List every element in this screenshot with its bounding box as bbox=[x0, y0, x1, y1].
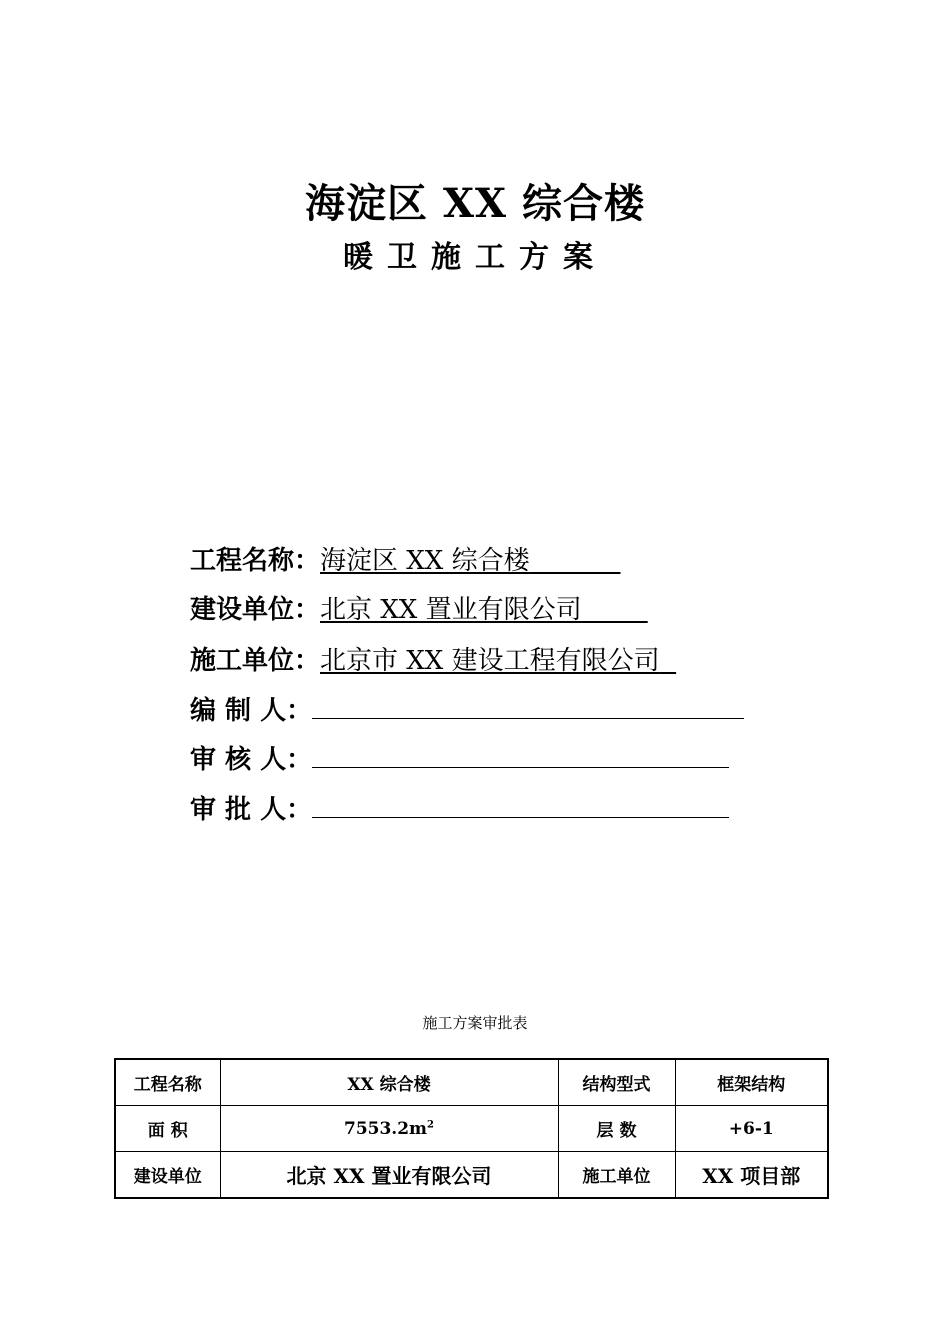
approval-table bbox=[114, 1058, 829, 1199]
area-unit-superscript: 2 bbox=[427, 1118, 435, 1130]
approver-label: 审 批 人： bbox=[190, 795, 313, 825]
area-number: 7553.2m bbox=[343, 1118, 428, 1139]
cell-project-name-value: XX 综合楼 bbox=[220, 1059, 558, 1106]
info-row-client bbox=[190, 595, 648, 625]
reviewer-label: 审 核 人： bbox=[190, 745, 313, 775]
cell-area-label: 面 积 bbox=[115, 1106, 220, 1152]
table-row bbox=[115, 1152, 828, 1199]
editor-blank-line[interactable] bbox=[312, 696, 744, 719]
cell-client-label: 建设单位 bbox=[115, 1152, 220, 1199]
document-title: 海淀区 XX 综合楼 bbox=[305, 180, 645, 227]
cell-contractor-value: XX 项目部 bbox=[675, 1152, 828, 1199]
info-row-editor bbox=[190, 696, 744, 726]
project-label: 工程名称： bbox=[190, 546, 321, 576]
cell-area-value bbox=[220, 1106, 558, 1152]
contractor-value: 北京市 XX 建设工程有限公司 bbox=[320, 646, 660, 676]
cell-structure-label: 结构型式 bbox=[558, 1059, 675, 1106]
cell-structure-value: 框架结构 bbox=[675, 1059, 828, 1106]
cell-project-name-label: 工程名称 bbox=[115, 1059, 220, 1106]
cell-floors-value: +6-1 bbox=[675, 1106, 828, 1152]
info-row-project bbox=[190, 546, 621, 576]
cell-client-value: 北京 XX 置业有限公司 bbox=[220, 1152, 558, 1199]
info-row-contractor bbox=[190, 646, 676, 676]
table-row bbox=[115, 1059, 828, 1106]
document-subtitle: 暖卫施工方案 bbox=[343, 240, 607, 275]
approver-blank-line[interactable] bbox=[312, 795, 729, 818]
table-row bbox=[115, 1106, 828, 1152]
client-label: 建设单位： bbox=[190, 595, 321, 625]
info-row-reviewer bbox=[190, 745, 729, 775]
reviewer-blank-line[interactable] bbox=[312, 745, 729, 768]
cell-contractor-label: 施工单位 bbox=[558, 1152, 675, 1199]
approval-table-caption: 施工方案审批表 bbox=[422, 1014, 528, 1032]
client-value: 北京 XX 置业有限公司 bbox=[320, 595, 582, 625]
editor-label: 编 制 人： bbox=[190, 696, 313, 726]
project-value: 海淀区 XX 综合楼 bbox=[320, 546, 530, 576]
contractor-label: 施工单位： bbox=[190, 646, 321, 676]
cell-floors-label: 层 数 bbox=[558, 1106, 675, 1152]
info-row-approver bbox=[190, 795, 729, 825]
